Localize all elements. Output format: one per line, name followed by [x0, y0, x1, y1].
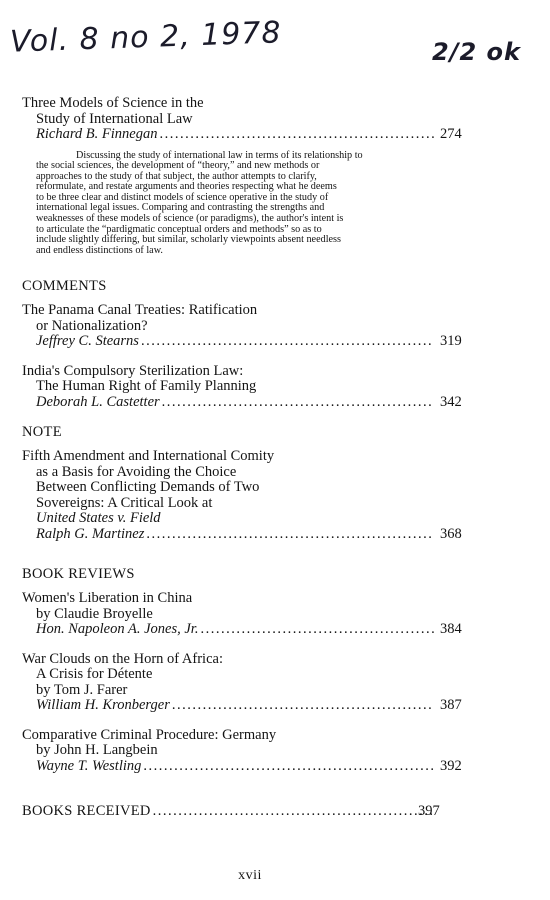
entry-title-line: Sovereigns: A Critical Look at — [36, 494, 213, 511]
toc-entry-womens-liberation[interactable] — [22, 590, 462, 638]
abstract-line: to articulate the “pardigmatic conceptual orders and methods” so as to — [36, 223, 322, 235]
entry-title-line: Study of International Law — [36, 110, 193, 127]
entry-author: Jeffrey C. Stearns — [36, 333, 139, 350]
toc-entry-books-received[interactable] — [22, 804, 438, 820]
leader-dots — [141, 334, 434, 350]
entry-author: Hon. Napoleon A. Jones, Jr. — [36, 621, 199, 638]
entry-case-name: United States v. Field — [36, 510, 161, 527]
entry-title-line: by Claudie Broyelle — [36, 605, 153, 622]
entry-title-line: Between Conflicting Demands of Two — [36, 479, 260, 496]
toc-entry-comparative-criminal[interactable] — [22, 726, 462, 775]
entry-page-number: 392 — [440, 757, 462, 774]
toc-entry-fifth-amendment[interactable] — [22, 448, 462, 542]
leader-dots — [159, 127, 434, 143]
abstract-line: Discussing the study of international law in terms of its relationship to — [76, 149, 363, 161]
entry-title-line: as a Basis for Avoiding the Choice — [36, 463, 237, 480]
leader-dots — [200, 622, 434, 638]
entry-page-number: 274 — [440, 126, 462, 142]
abstract-line: the social sciences, the development of “theory,” and new methods or — [36, 160, 320, 172]
entry-title-line: The Panama Canal Treaties: Ratification — [22, 302, 258, 319]
toc-entry-three-models[interactable] — [22, 95, 462, 256]
toc-entry-war-clouds[interactable] — [22, 650, 462, 714]
entry-title-line: by Tom J. Farer — [36, 681, 128, 698]
entry-author-line — [22, 525, 462, 543]
leader-dots — [162, 395, 434, 411]
section-heading-books-received: BOOKS RECEIVED — [22, 803, 151, 820]
leader-dots — [172, 698, 434, 714]
section-heading-note: NOTE — [22, 424, 62, 441]
entry-page-number: 342 — [440, 393, 462, 410]
entry-author: William H. Kronberger — [36, 697, 170, 714]
entry-author-line — [22, 697, 462, 714]
entry-title-line: or Nationalization? — [36, 317, 148, 334]
entry-title-line: by John H. Langbein — [36, 742, 158, 759]
abstract-line: and endless distinctions of law. — [36, 244, 163, 256]
entry-author-line — [22, 333, 462, 350]
handwritten-check-note: 2/2 ok — [432, 38, 521, 66]
abstract-line: weaknesses of these models of science (or paradigms), the author's intent is — [36, 213, 344, 225]
section-heading-book-reviews: BOOK REVIEWS — [22, 566, 135, 583]
entry-author: Ralph G. Martinez — [36, 525, 145, 542]
entry-author: Richard B. Finnegan — [36, 126, 158, 142]
leader-dots — [143, 759, 434, 775]
entry-title-line: Fifth Amendment and International Comity — [22, 448, 275, 465]
entry-author-line — [22, 757, 462, 775]
entry-page-number: 319 — [440, 333, 462, 350]
entry-title-line: War Clouds on the Horn of Africa: — [22, 650, 223, 667]
toc-entry-panama-canal[interactable] — [22, 302, 462, 350]
abstract-line: to be three clear and distinct models of science operative in the study of — [36, 191, 329, 203]
entry-author-line — [22, 393, 462, 411]
leader-dots — [153, 804, 434, 820]
entry-title-line: The Human Right of Family Planning — [36, 378, 257, 395]
entry-title-line: Comparative Criminal Procedure: Germany — [22, 726, 277, 743]
entry-author-line — [22, 621, 462, 638]
entry-title-line: Women's Liberation in China — [22, 590, 193, 607]
entry-title-line: Three Models of Science in the — [22, 95, 204, 111]
entry-title-line: India's Compulsory Sterilization Law: — [22, 362, 244, 379]
entry-title-line: A Crisis for Détente — [36, 666, 153, 683]
leader-dots — [146, 527, 434, 543]
handwritten-volume-note: Vol. 8 no 2, 1978 — [9, 15, 283, 60]
entry-author: Deborah L. Castetter — [36, 393, 160, 410]
entry-page-number: 384 — [440, 621, 462, 638]
entry-heading-line — [22, 804, 438, 820]
section-heading-comments: COMMENTS — [22, 278, 107, 295]
entry-page-number: 397 — [418, 803, 440, 820]
entry-page-number: 368 — [440, 525, 462, 542]
abstract-line: international legal issues. Comparing and contrasting the strengths and — [36, 202, 325, 214]
entry-author-line — [22, 126, 462, 143]
table-of-contents — [22, 95, 462, 820]
toc-entry-india-sterilization[interactable] — [22, 362, 462, 411]
abstract-line: include slightly differing, but similar, scholarly viewpoints absent needless — [36, 234, 341, 246]
page-folio: xvii — [238, 868, 262, 883]
entry-page-number: 387 — [440, 697, 462, 714]
entry-abstract — [36, 151, 438, 257]
abstract-line: approaches to the study of that subject, the author attempts to clarify, — [36, 170, 317, 182]
entry-author: Wayne T. Westling — [36, 757, 142, 774]
abstract-line: reformulate, and restate arguments and theories respecting what he deems — [36, 181, 337, 193]
